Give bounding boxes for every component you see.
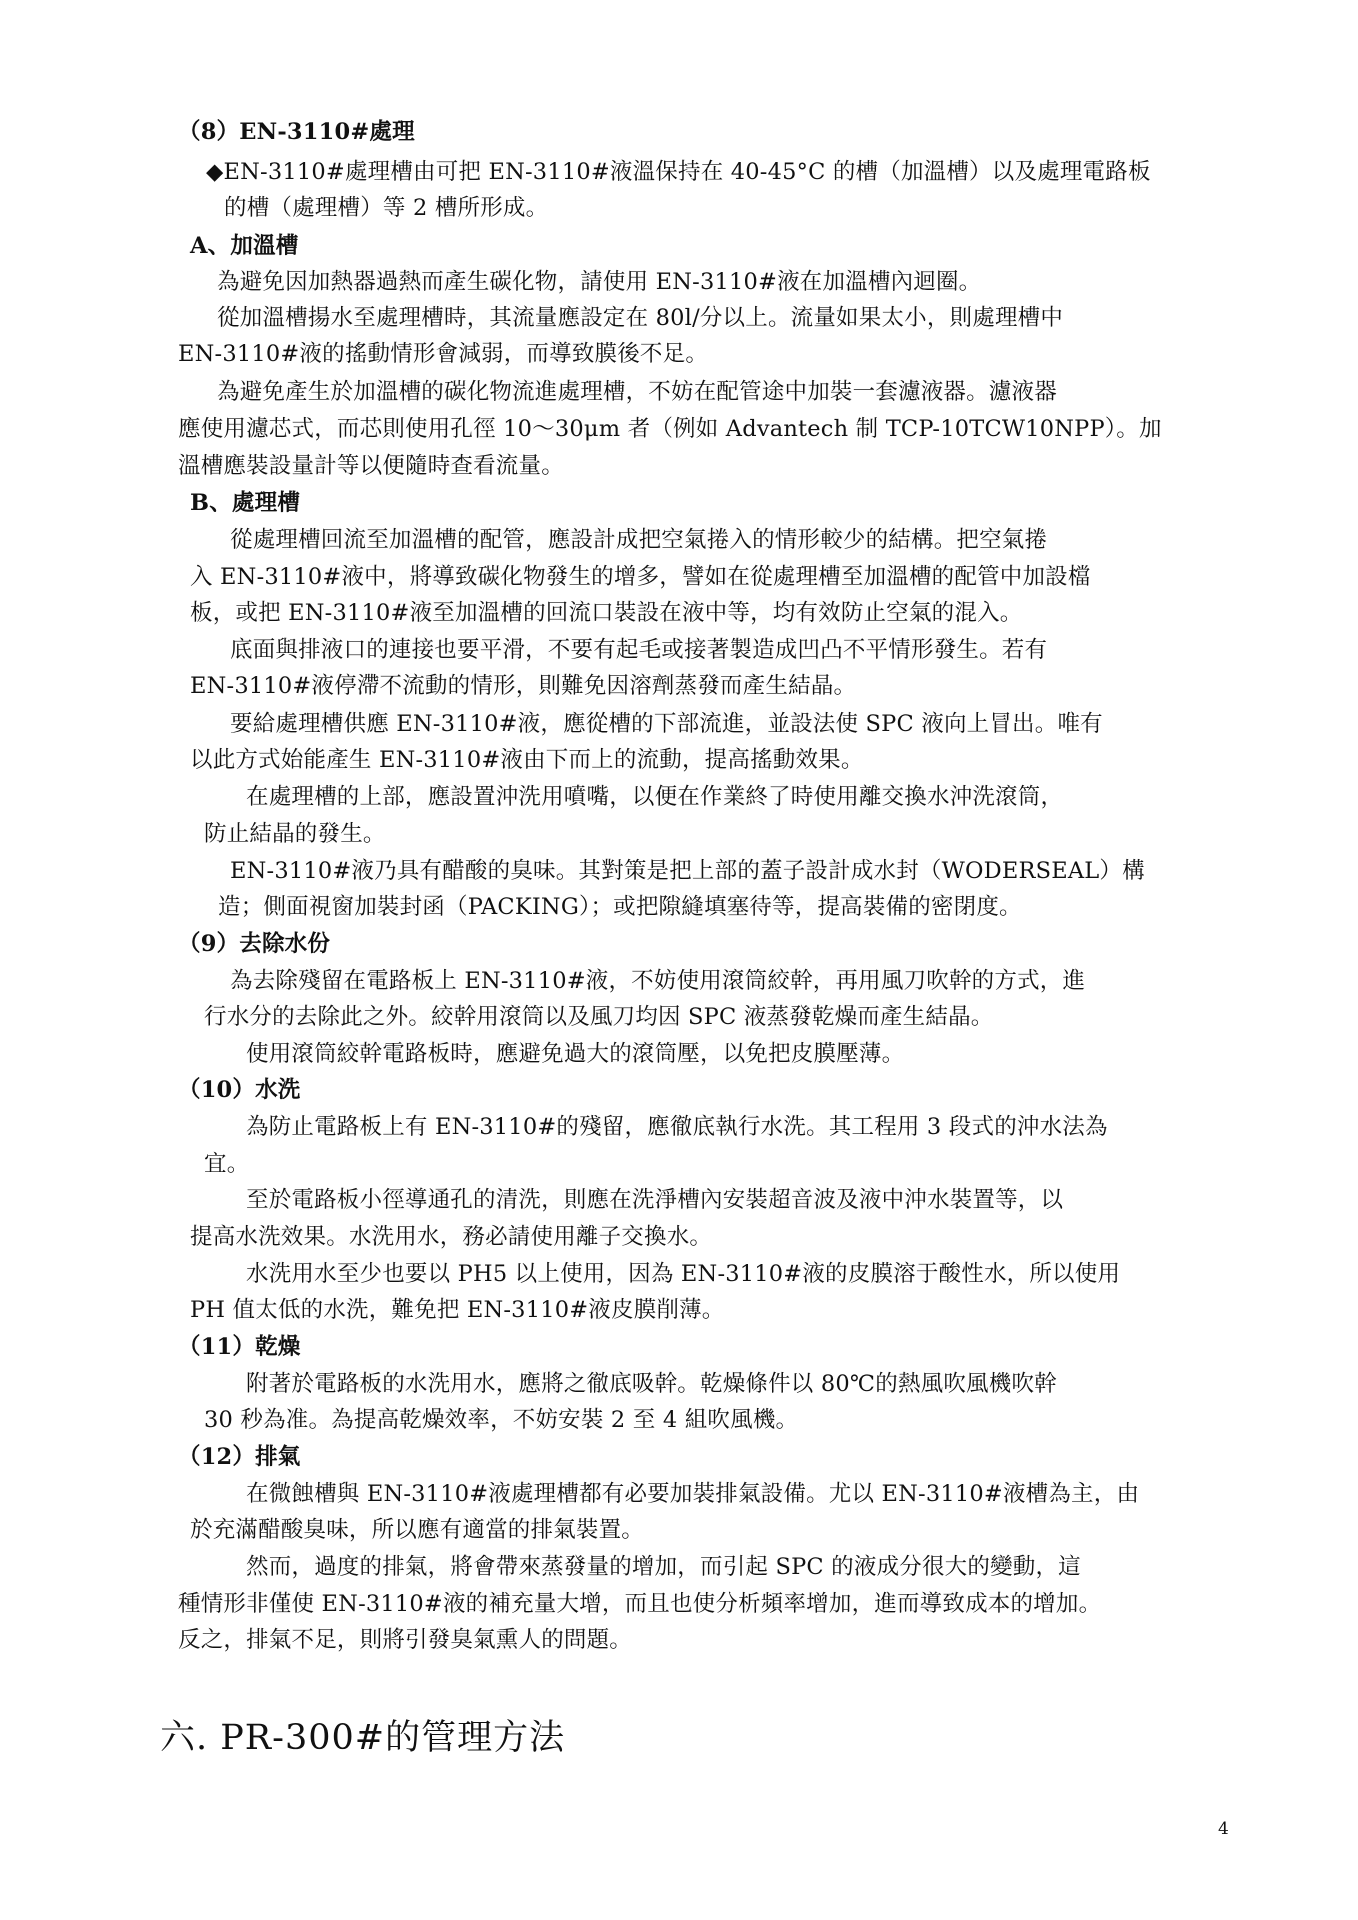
para-12a-line-1: 在微蝕槽與 EN-3110#液處理槽都有必要加裝排氣設備。尤以 EN-3110#液槽為主，由 — [246, 1481, 1140, 1507]
para-11-line-2: 30 秒為准。為提高乾燥效率，不妨安裝 2 至 4 組吹風機。 — [204, 1407, 799, 1433]
heading-10: （10）水洗 — [178, 1077, 301, 1103]
para-b2-line-2: EN-3110#液停滯不流動的情形，則難免因溶劑蒸發而產生結晶。 — [190, 673, 857, 699]
para-a3-line-2: 應使用濾芯式，而芯則使用孔徑 10～30μm 者（例如 Advantech 制 TCP-10TCW10NPP）。加 — [178, 416, 1162, 442]
para-a3-line-3: 溫槽應裝設量計等以便隨時查看流量。 — [178, 453, 564, 479]
para-10b-line-2: 提高水洗效果。水洗用水，務必請使用離子交換水。 — [190, 1224, 713, 1250]
para-b4-line-2: 防止結晶的發生。 — [204, 821, 386, 847]
para-a1: 為避免因加熱器過熱而產生碳化物，請使用 EN-3110#液在加溫槽內迴圈。 — [217, 269, 982, 295]
page-number: 4 — [1218, 1819, 1229, 1839]
subheading-b: B、處理槽 — [190, 490, 301, 516]
para-12b-line-2: 種情形非僅使 EN-3110#液的補充量大增，而且也使分析頻率增加，進而導致成本的增加。 — [178, 1591, 1102, 1617]
para-11-line-1: 附著於電路板的水洗用水，應將之徹底吸幹。乾燥條件以 80℃的熱風吹風機吹幹 — [246, 1371, 1057, 1397]
para-9a-line-1: 為去除殘留在電路板上 EN-3110#液，不妨使用滾筒絞幹，再用風刀吹幹的方式，進 — [230, 968, 1086, 994]
para-10c-line-2: PH 值太低的水洗，難免把 EN-3110#液皮膜削薄。 — [190, 1297, 725, 1323]
para-10c-line-1: 水洗用水至少也要以 PH5 以上使用，因為 EN-3110#液的皮膜溶于酸性水，所以使用 — [246, 1261, 1121, 1287]
para-b5-line-2: 造；側面視窗加裝封函（PACKING）；或把隙縫填塞待等，提高裝備的密閉度。 — [218, 894, 1022, 920]
para-b5-line-1: EN-3110#液乃具有醋酸的臭味。其對策是把上部的蓋子設計成水封（WODERSEAL）構 — [230, 858, 1145, 884]
para-a2-line-2: EN-3110#液的搖動情形會減弱，而導致膜後不足。 — [178, 341, 709, 367]
para-b4-line-1: 在處理槽的上部，應設置沖洗用噴嘴，以便在作業終了時使用離交換水沖洗滾筒， — [246, 784, 1064, 810]
section-6-title: 六. PR-300#的管理方法 — [160, 1718, 566, 1758]
para-12b-line-3: 反之，排氣不足，則將引發臭氣熏人的問題。 — [178, 1627, 633, 1653]
para-9b: 使用滾筒絞幹電路板時，應避免過大的滾筒壓，以免把皮膜壓薄。 — [246, 1041, 905, 1067]
para-b1-line-1: 從處理槽回流至加溫槽的配管，應設計成把空氣捲入的情形較少的結構。把空氣捲 — [230, 527, 1048, 553]
para-12b-line-1: 然而，過度的排氣，將會帶來蒸發量的增加，而引起 SPC 的液成分很大的變動，這 — [246, 1554, 1081, 1580]
para-a2-line-1: 從加溫槽揚水至處理槽時，其流量應設定在 80l/分以上。流量如果太小，則處理槽中 — [217, 305, 1064, 331]
para-10b-line-1: 至於電路板小徑導通孔的清洗，則應在洗淨槽內安裝超音波及液中沖水裝置等，以 — [246, 1187, 1064, 1213]
heading-12: （12）排氣 — [178, 1444, 301, 1470]
heading-8: （8）EN-3110#處理 — [178, 119, 415, 145]
para-b3-line-2: 以此方式始能產生 EN-3110#液由下而上的流動，提高搖動效果。 — [190, 747, 864, 773]
para-8-line-2: 的槽（處理槽）等 2 槽所形成。 — [224, 195, 549, 221]
para-b3-line-1: 要給處理槽供應 EN-3110#液，應從槽的下部流進，並設法使 SPC 液向上冒出。唯有 — [230, 711, 1103, 737]
para-12a-line-2: 於充滿醋酸臭味，所以應有適當的排氣裝置。 — [190, 1517, 645, 1543]
heading-9: （9）去除水份 — [178, 931, 331, 957]
para-10a-line-1: 為防止電路板上有 EN-3110#的殘留，應徹底執行水洗。其工程用 3 段式的沖水法為 — [246, 1114, 1108, 1140]
para-a3-line-1: 為避免產生於加溫槽的碳化物流進處理槽，不妨在配管途中加裝一套濾液器。濾液器 — [217, 379, 1057, 405]
para-b2-line-1: 底面與排液口的連接也要平滑，不要有起毛或接著製造成凹凸不平情形發生。若有 — [230, 637, 1048, 663]
para-b1-line-2: 入 EN-3110#液中，將導致碳化物發生的增多，譬如在從處理槽至加溫槽的配管中加設檔 — [190, 564, 1091, 590]
para-8-line-1: ◆EN-3110#處理槽由可把 EN-3110#液溫保持在 40-45°C 的槽（加溫槽）以及處理電路板 — [206, 159, 1151, 185]
para-10a-line-2: 宜。 — [204, 1151, 250, 1177]
subheading-a: A、加溫槽 — [190, 233, 299, 259]
para-b1-line-3: 板，或把 EN-3110#液至加溫槽的回流口裝設在液中等，均有效防止空氣的混入。 — [190, 600, 1023, 626]
heading-11: （11）乾燥 — [178, 1334, 301, 1360]
para-9a-line-2: 行水分的去除此之外。絞幹用滾筒以及風刀均因 SPC 液蒸發乾燥而產生結晶。 — [204, 1004, 994, 1030]
